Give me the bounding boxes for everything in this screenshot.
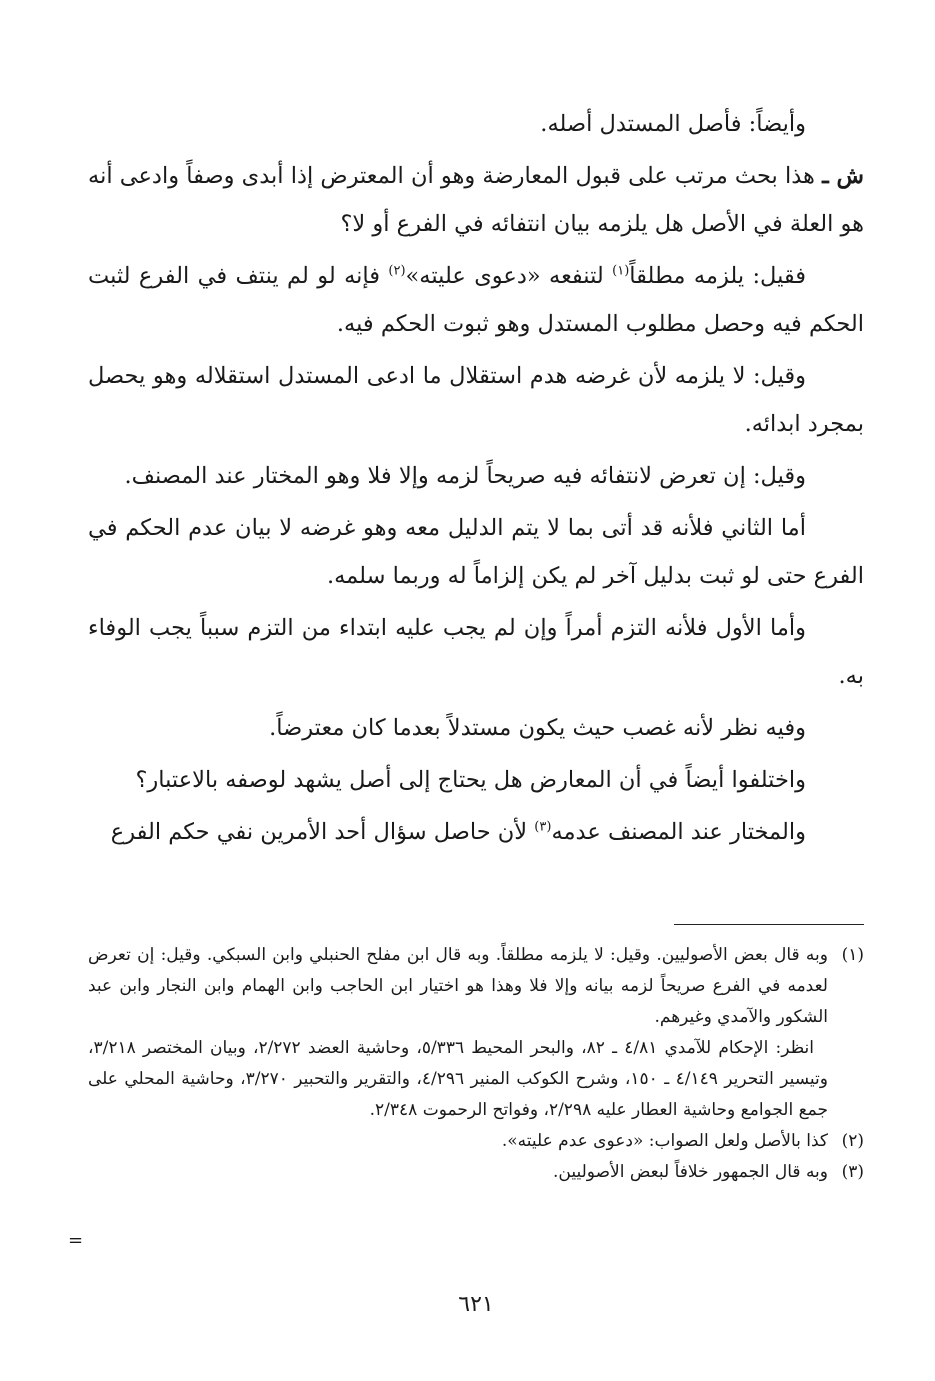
paragraph-4-text: وقيل: لا يلزمه لأن غرضه هدم استقلال ما ادعى المستدل استقلاله وهو يحصل بمجرد ابدائه. bbox=[88, 363, 864, 437]
paragraph-3 bbox=[88, 252, 864, 348]
paragraph-3-part-b: لتنفعه «دعوى عليته» bbox=[405, 263, 613, 289]
paragraph-6 bbox=[88, 504, 864, 600]
paragraph-9-text: واختلفوا أيضاً في أن المعارض هل يحتاج إلى أصل يشهد لوصفه بالاعتبار؟ bbox=[135, 767, 806, 793]
paragraph-10-part-a: والمختار عند المصنف عدمه bbox=[551, 819, 806, 845]
footnote-1-line-1: وبه قال بعض الأصوليين. وقيل: لا يلزمه مطلقاً. وبه قال ابن مفلح الحنبلي وابن السبكي. وقيل: إن تعرض لعدمه في الفرع صريحاً لزمه بيانه وإلا فلا وهذا هو اختيار ابن الحاجب وابن الهمام وابن النجار وابن عبد الشكور والآمدي وغيرهم. bbox=[88, 945, 828, 1027]
paragraph-4 bbox=[88, 352, 864, 448]
footnote-2 bbox=[88, 1126, 864, 1157]
continuation-mark: = bbox=[68, 1230, 84, 1251]
footnote-1-number: (١) bbox=[841, 945, 864, 965]
commentary-marker: ش ـ bbox=[822, 163, 864, 189]
footnote-ref-1[interactable]: (١) bbox=[612, 263, 630, 279]
footnote-1 bbox=[88, 940, 864, 1126]
paragraph-8-text: وفيه نظر لأنه غصب حيث يكون مستدلاً بعدما كان معترضاً. bbox=[269, 715, 806, 741]
paragraph-2 bbox=[88, 152, 864, 248]
paragraph-1-text: وأيضاً: فأصل المستدل أصله. bbox=[540, 111, 806, 137]
paragraph-3-part-c: فإنه لو لم ينتف في الفرع لثبت الحكم فيه وحصل مطلوب المستدل وهو ثبوت الحكم فيه. bbox=[88, 263, 864, 337]
footnote-2-number: (٢) bbox=[841, 1131, 864, 1151]
paragraph-3-part-a: فقيل: يلزمه مطلقاً bbox=[629, 263, 807, 289]
footnote-2-line-1: كذا بالأصل ولعل الصواب: «دعوى عدم عليته». bbox=[501, 1131, 828, 1151]
document-page bbox=[68, 0, 864, 1381]
footnote-ref-2[interactable]: (٢) bbox=[388, 263, 406, 279]
footnote-3-body bbox=[88, 1157, 828, 1188]
paragraph-5-text: وقيل: إن تعرض لانتفائه فيه صريحاً لزمه وإلا فلا وهو المختار عند المصنف. bbox=[124, 463, 806, 489]
footnote-divider bbox=[674, 924, 864, 925]
paragraph-7 bbox=[88, 604, 864, 700]
footnote-2-body bbox=[88, 1126, 828, 1157]
paragraph-6-text: أما الثاني فلأنه قد أتى بما لا يتم الدليل معه وهو غرضه لا بيان عدم الحكم في الفرع حتى لو ثبت بدليل آخر لم يكن إلزاماً له وربما سلمه. bbox=[88, 515, 864, 589]
footnote-3-number: (٣) bbox=[841, 1162, 864, 1182]
paragraph-10-part-b: لأن حاصل سؤال أحد الأمرين نفي حكم الفرع bbox=[110, 819, 535, 845]
footnote-3-line-1: وبه قال الجمهور خلافاً لبعض الأصوليين. bbox=[553, 1162, 828, 1182]
paragraph-7-text: وأما الأول فلأنه التزم أمراً وإن لم يجب عليه ابتداء من التزم سبباً يجب الوفاء به. bbox=[88, 615, 864, 689]
main-text bbox=[88, 100, 864, 856]
paragraph-2-text: هذا بحث مرتب على قبول المعارضة وهو أن المعترض إذا أبدى وصفاً وادعى أنه هو العلة في الأصل هل يلزمه بيان انتفائه في الفرع أو لا؟ bbox=[88, 163, 864, 237]
paragraph-8 bbox=[88, 704, 864, 752]
paragraph-1 bbox=[88, 100, 864, 148]
page-number: ٦٢١ bbox=[458, 1292, 494, 1317]
paragraph-10 bbox=[88, 808, 864, 856]
footnotes bbox=[88, 940, 864, 1188]
footnote-3 bbox=[88, 1157, 864, 1188]
paragraph-9 bbox=[88, 756, 864, 804]
footnote-1-body bbox=[88, 940, 828, 1126]
footnote-1-line-2: انظر: الإحكام للآمدي ٤/٨١ ـ ٨٢، والبحر المحيط ٥/٣٣٦، وحاشية العضد ٢/٢٧٢، وبيان المختصر ٣/٢١٨، وتيسير التحرير ٤/١٤٩ ـ ١٥٠، وشرح الكوكب المنير ٤/٢٩٦، والتقرير والتحبير ٣/٢٧٠، وحاشية المحلي على جمع الجوامع وحاشية العطار عليه ٢/٢٩٨، وفواتح الرحموت ٢/٣٤٨. bbox=[88, 1038, 828, 1120]
paragraph-5 bbox=[88, 452, 864, 500]
footnote-ref-3[interactable]: (٣) bbox=[534, 819, 552, 835]
